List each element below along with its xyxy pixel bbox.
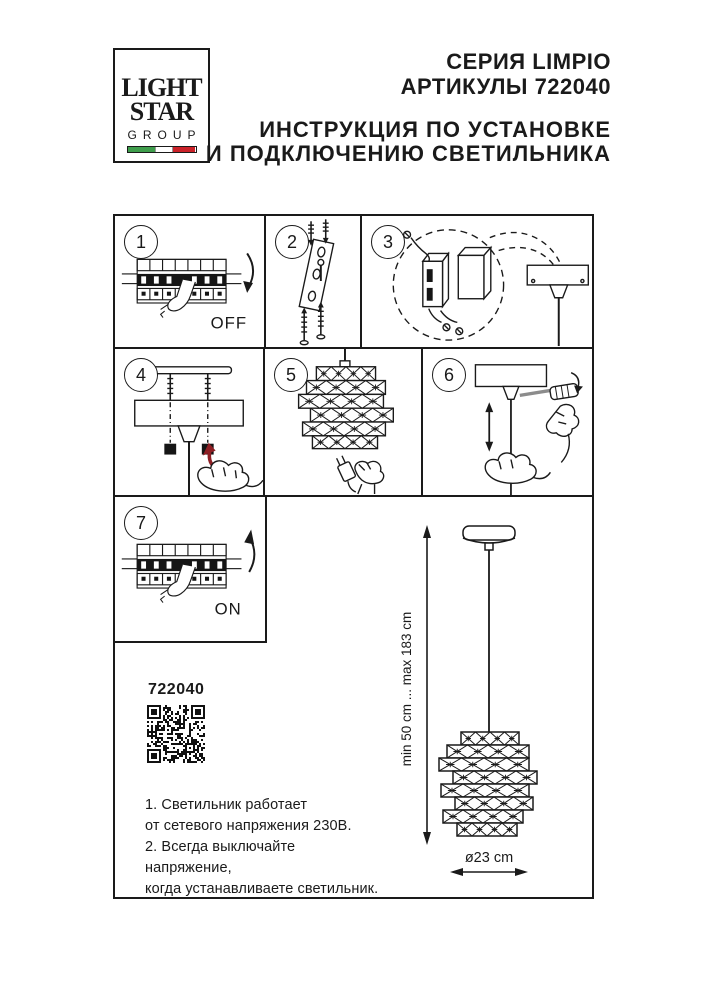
- step-5-shade-and-plug: [265, 349, 423, 497]
- document-header: [206, 49, 611, 166]
- step-number: 4: [124, 358, 158, 392]
- note-line: 2. Всегда выключайте напряжение,: [145, 839, 296, 876]
- lightstar-logo: [113, 48, 210, 163]
- logo-word-light: LIGHT: [121, 73, 202, 102]
- safety-notes: [145, 795, 385, 900]
- step-6-cable-adjustment: [423, 349, 592, 497]
- instruction-frame: [113, 214, 594, 899]
- step-number: 1: [124, 225, 158, 259]
- diameter-label: ø23 cm: [464, 850, 514, 866]
- step-number: 3: [371, 225, 405, 259]
- instruction-title-line1: ИНСТРУКЦИЯ ПО УСТАНОВКЕ: [259, 117, 611, 142]
- note-line: 1. Светильник работает: [145, 797, 308, 813]
- on-label: ON: [214, 599, 242, 619]
- instruction-title-line2: И ПОДКЛЮЧЕНИЮ СВЕТИЛЬНИКА: [205, 141, 611, 166]
- step-4-canopy-mounting: [115, 349, 265, 497]
- article-number: 722040: [148, 681, 205, 698]
- italian-flag-icon: [127, 146, 197, 153]
- step-number: 7: [124, 506, 158, 540]
- qr-code: [147, 705, 205, 763]
- series-title: СЕРИЯ LIMPIO: [446, 49, 611, 74]
- height-range-label: min 50 cm ... max 183 cm: [399, 611, 414, 767]
- footer-block: [145, 681, 385, 900]
- article-title: АРТИКУЛЫ 722040: [400, 74, 611, 99]
- logo-word-group: GROUP: [127, 128, 202, 142]
- note-line: от сетевого напряжения 230В.: [145, 818, 352, 834]
- step-2-mount-bracket: [266, 216, 362, 349]
- step-1-power-off: [115, 216, 266, 349]
- note-line: когда устанавливаете светильник.: [145, 881, 379, 897]
- logo-word-star: STAR: [129, 97, 194, 126]
- step-7-power-on: [115, 497, 267, 643]
- off-label: OFF: [210, 313, 248, 333]
- pendant-dimension-drawing: [383, 512, 592, 884]
- step-3-wire-connection: [362, 216, 592, 349]
- step-number: 5: [274, 358, 308, 392]
- step-number: 6: [432, 358, 466, 392]
- step-number: 2: [275, 225, 309, 259]
